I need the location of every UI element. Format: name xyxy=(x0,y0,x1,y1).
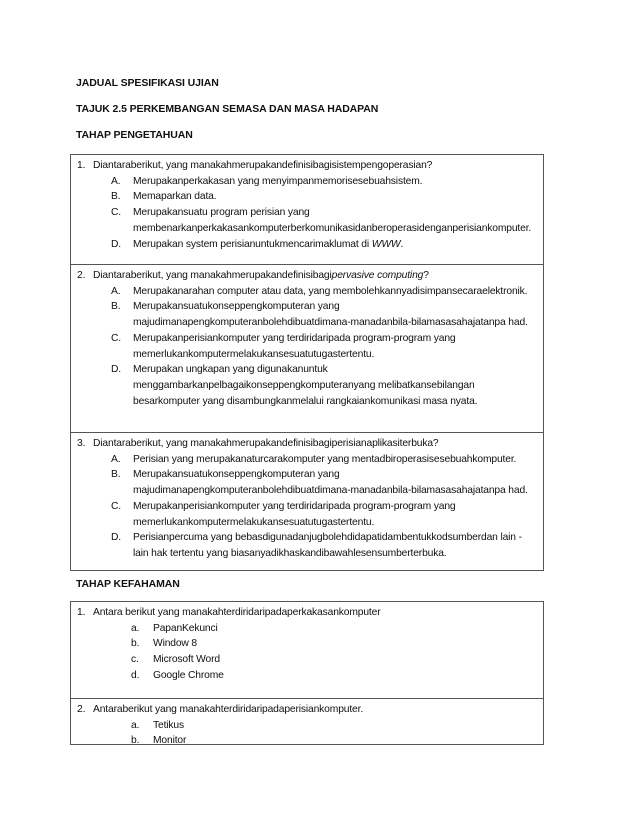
option-c: c. Microsoft Word xyxy=(131,654,220,666)
option-b: b. Monitor xyxy=(131,735,187,747)
option-a: A. Perisian yang merupakanaturcarakomputer yang mentadbiroperasisesebuahkomputer. xyxy=(111,453,517,465)
question-box-understanding-1 xyxy=(70,601,544,699)
option-d: D. Perisianpercuma yang bebasdigunadanjugbolehdidapatidambentukkodsumberdan lain - lain hak tertentu yang biasanyadikhaskandibawahlesensumberterbuka. xyxy=(111,532,522,559)
option-a: a. PapanKekunci xyxy=(131,622,218,634)
option-a: A. Merupakanarahan computer atau data, yang membolehkannyadisimpansecaraelektronik. xyxy=(111,285,528,297)
section-heading-understanding: TAHAP KEFAHAMAN xyxy=(76,578,180,590)
question-box-knowledge-3 xyxy=(70,433,544,571)
question-stem: 3. Diantaraberikut, yang manakahmerupakandefinisibagiperisianaplikasiterbuka? xyxy=(77,438,439,449)
option-a: A. Merupakanperkakasan yang menyimpanmemorisesebuahsistem. xyxy=(111,175,423,187)
question-stem: 2. Antaraberikut yang manakahterdiridaripadaperisiankomputer. xyxy=(77,704,364,715)
option-c: C. Merupakansuatu program perisian yang membenarkanperkakasankomputerberkomunikasidanberoperasidenganperisiankomputer. xyxy=(111,207,532,234)
option-d: d. Google Chrome xyxy=(131,669,224,681)
option-b: B. Merupakansuatukonseppengkomputeran yang majudimanapengkomputeranbolehdibuatdimana-manadanbila-bilamasasahajatanpa had. xyxy=(111,301,528,329)
option-b: B. Merupakansuatukonseppengkomputeran yang majudimanapengkomputeranbolehdibuatdimana-manadanbila-bilamasasahajatanpa had. xyxy=(111,469,528,497)
question-stem: 1. Diantaraberikut, yang manakahmerupakandefinisibagisistempengoperasian? xyxy=(77,160,433,171)
document-title: JADUAL SPESIFIKASI UJIAN xyxy=(76,77,219,89)
section-heading-knowledge: TAHAP PENGETAHUAN xyxy=(76,129,193,141)
option-b: B. Memaparkan data. xyxy=(111,191,217,203)
question-box-knowledge-1 xyxy=(70,154,544,265)
option-c: C. Merupakanperisiankomputer yang terdiridaripada program-program yang memerlukankomputermelakukansesuatutugastertentu. xyxy=(111,332,456,360)
question-stem: 1. Antara berikut yang manakahterdiridaripadaperkakasankomputer xyxy=(77,607,381,618)
question-box-knowledge-2 xyxy=(70,265,544,433)
option-d: D. Merupakan system perisianuntukmencarimaklumat di WWW. xyxy=(111,238,404,250)
option-b: b. Window 8 xyxy=(131,638,198,650)
question-stem: 2. Diantaraberikut, yang manakahmerupakandefinisibagipervasive computing? xyxy=(77,270,429,281)
question-box-understanding-2 xyxy=(70,699,544,745)
option-d: D. Merupakan ungkapan yang digunakanuntuk menggambarkanpelbagaikonseppengkomputeranyang melibatkansebilangan besarkomputer yang disambungkanmelalui rangkaiankomunikasi masa nyata. xyxy=(111,364,478,407)
option-a: a. Tetikus xyxy=(131,719,184,731)
option-c: C. Merupakanperisiankomputer yang terdiridaripada program-program yang memerlukankomputermelakukansesuatutugastertentu. xyxy=(111,500,456,528)
topic-title: TAJUK 2.5 PERKEMBANGAN SEMASA DAN MASA HADAPAN xyxy=(76,103,379,115)
